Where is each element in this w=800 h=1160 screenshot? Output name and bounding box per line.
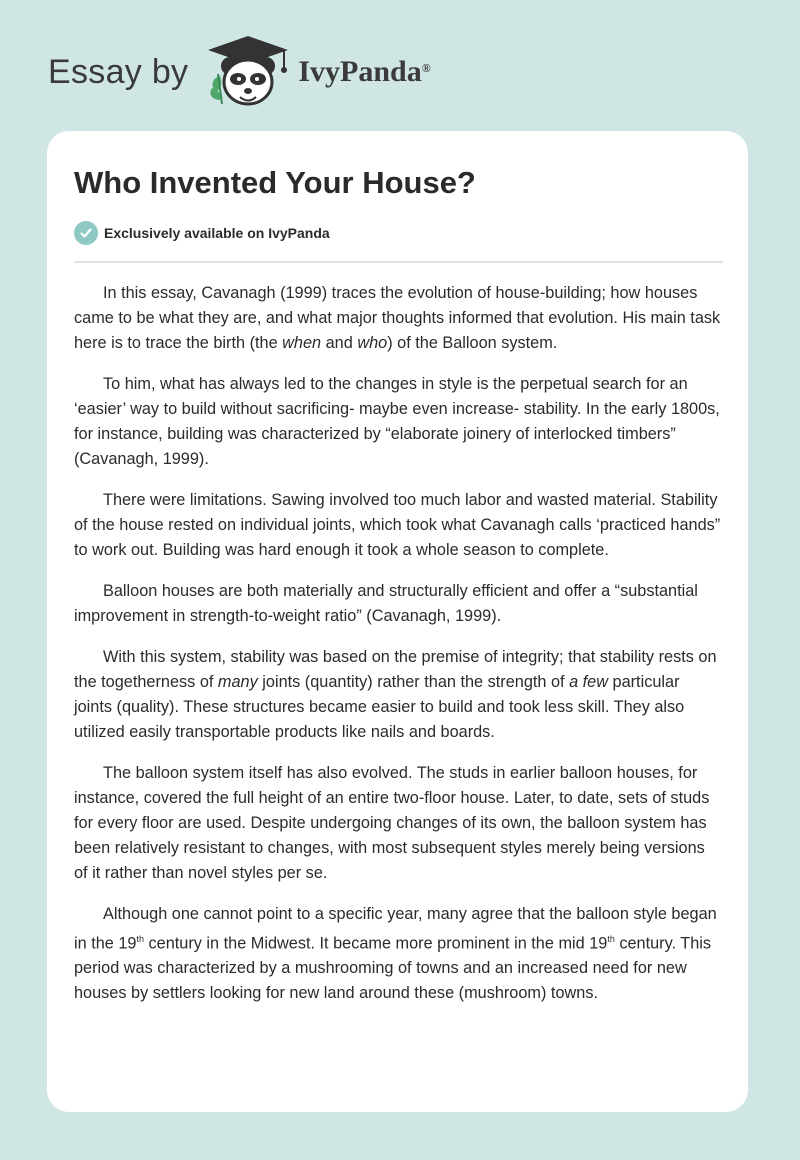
text-run: The balloon system itself has also evolved. The studs in earlier balloon houses, for instance, covered the full height of an entire two-floor house. Later, to date, sets of studs for every floor are used. Despite undergoing changes of its own, the balloon system has been relatively resistant to changes, with most subsequent styles merely being versions of it rather than novel styles per se. [74, 764, 710, 882]
essay-card [47, 131, 748, 1112]
divider [74, 261, 723, 263]
paragraph [74, 372, 722, 472]
text-run: century in the Midwest. It became more prominent in the mid 19 [143, 934, 608, 953]
paragraph [74, 761, 722, 886]
panda-logo-icon[interactable] [202, 34, 294, 110]
superscript: th [607, 934, 615, 944]
text-run: To him, what has always led to the changes in style is the perpetual search for an ‘easier’ way to build without sacrificing- maybe even increase- stability. In the early 1800s, for instance, building was characterized by “elaborate joinery of interlocked timbers” (Cavanagh, 1999). [74, 375, 720, 468]
text-run: Balloon houses are both materially and structurally efficient and offer a “substantial improvement in strength-to-weight ratio” (Cavanagh, 1999). [74, 582, 698, 625]
paragraph [74, 488, 722, 563]
exclusive-label: Exclusively available on IvyPanda [104, 225, 330, 241]
checkmark-icon [74, 221, 98, 245]
paragraph [74, 281, 722, 356]
superscript: th [136, 934, 144, 944]
paragraph [74, 579, 722, 629]
text-run: With this system, stability was based on the premise of integrity; that stability rests on the togetherness of [74, 648, 717, 691]
text-run: There were limitations. Sawing involved too much labor and wasted material. Stability of the house rested on individual joints, which took what Cavanagh calls ‘practiced hands” to work out. Building was hard enough it took a whole season to complete. [74, 491, 721, 559]
text-run: joints (quantity) rather than the strength of [257, 673, 570, 691]
text-run: century. This period was characterized by a mushrooming of towns and an increased need for new houses by settlers looking for new land around these (mushroom) towns. [74, 934, 712, 1003]
brand-text: IvyPanda [298, 55, 422, 88]
emphasis: many [217, 673, 258, 691]
text-run: particular joints (quality). These structures became easier to build and took less skill. They also utilized easily transportable products like nails and boards. [74, 673, 685, 741]
paragraph [74, 902, 722, 1006]
text-run: ) of the Balloon system. [387, 334, 558, 352]
emphasis: who [357, 334, 388, 352]
brand-name[interactable] [298, 55, 430, 89]
exclusive-badge [74, 221, 330, 245]
emphasis: a few [569, 673, 608, 691]
essay-body [74, 281, 722, 1022]
essay-by-label: Essay by [48, 52, 189, 91]
site-header [48, 34, 431, 110]
essay-title: Who Invented Your House? [74, 165, 476, 200]
registered-mark: ® [421, 61, 431, 75]
text-run: In this essay, Cavanagh (1999) traces the evolution of house-building; how houses came to be what they are, and what major thoughts informed that evolution. His main task here is to trace the birth (the [74, 284, 721, 352]
emphasis: when [282, 334, 322, 352]
text-run: and [321, 334, 358, 352]
paragraph [74, 645, 722, 745]
text-run: Although one cannot point to a specific year, many agree that the balloon style began in the 19 [74, 905, 717, 953]
